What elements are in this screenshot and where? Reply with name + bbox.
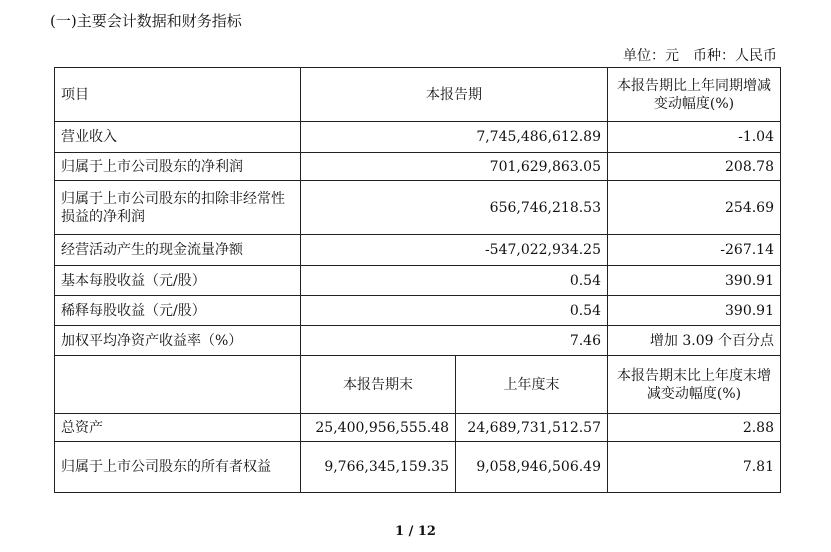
table-row — [55, 442, 781, 493]
row-change: -267.14 — [608, 235, 781, 266]
row-change: 增加 3.09 个百分点 — [608, 326, 781, 356]
row-item: 基本每股收益（元/股） — [55, 266, 301, 296]
header-yoy-change: 本报告期比上年同期增减变动幅度(%) — [608, 68, 781, 122]
row-item: 经营活动产生的现金流量净额 — [55, 235, 301, 266]
page-number: 1 / 12 — [395, 524, 436, 539]
row-current: 656,746,218.53 — [301, 181, 608, 235]
row-prior-year-end: 9,058,946,506.49 — [456, 442, 608, 493]
header-item: 项目 — [55, 68, 301, 122]
row-period-end: 25,400,956,555.48 — [301, 414, 456, 442]
table-row — [55, 235, 781, 266]
table-row — [55, 122, 781, 153]
row-current: 7.46 — [301, 326, 608, 356]
row-current: 7,745,486,612.89 — [301, 122, 608, 153]
row-item: 加权平均净资产收益率（%） — [55, 326, 301, 356]
table-header-row — [55, 68, 781, 122]
financial-indicators-table — [54, 67, 781, 493]
row-current: 701,629,863.05 — [301, 153, 608, 181]
table-row — [55, 266, 781, 296]
table-row — [55, 296, 781, 326]
row-change: 7.81 — [608, 442, 781, 493]
table-row — [55, 326, 781, 356]
row-item: 归属于上市公司股东的净利润 — [55, 153, 301, 181]
header-period-end: 本报告期末 — [301, 356, 456, 414]
row-current: 0.54 — [301, 266, 608, 296]
row-change: 208.78 — [608, 153, 781, 181]
row-item: 归属于上市公司股东的所有者权益 — [55, 442, 301, 493]
table-row — [55, 181, 781, 235]
row-change: -1.04 — [608, 122, 781, 153]
row-current: 0.54 — [301, 296, 608, 326]
row-change: 390.91 — [608, 266, 781, 296]
table-row — [55, 414, 781, 442]
row-current: -547,022,934.25 — [301, 235, 608, 266]
row-item: 总资产 — [55, 414, 301, 442]
unit-label: 单位：元 — [623, 48, 679, 64]
row-item: 稀释每股收益（元/股） — [55, 296, 301, 326]
section-title: (一)主要会计数据和财务指标 — [50, 12, 242, 30]
row-prior-year-end: 24,689,731,512.57 — [456, 414, 608, 442]
currency-label: 币种：人民币 — [693, 48, 777, 64]
header-period-end-change: 本报告期末比上年度末增减变动幅度(%) — [608, 356, 781, 414]
row-change: 2.88 — [608, 414, 781, 442]
row-item: 营业收入 — [55, 122, 301, 153]
row-item: 归属于上市公司股东的扣除非经常性损益的净利润 — [55, 181, 301, 235]
header-prior-year-end: 上年度末 — [456, 356, 608, 414]
table-row — [55, 153, 781, 181]
row-change: 254.69 — [608, 181, 781, 235]
unit-currency-line — [609, 45, 777, 65]
row-change: 390.91 — [608, 296, 781, 326]
header-current-period: 本报告期 — [301, 68, 608, 122]
subheader-empty — [55, 356, 301, 414]
row-period-end: 9,766,345,159.35 — [301, 442, 456, 493]
table-subheader-row — [55, 356, 781, 414]
